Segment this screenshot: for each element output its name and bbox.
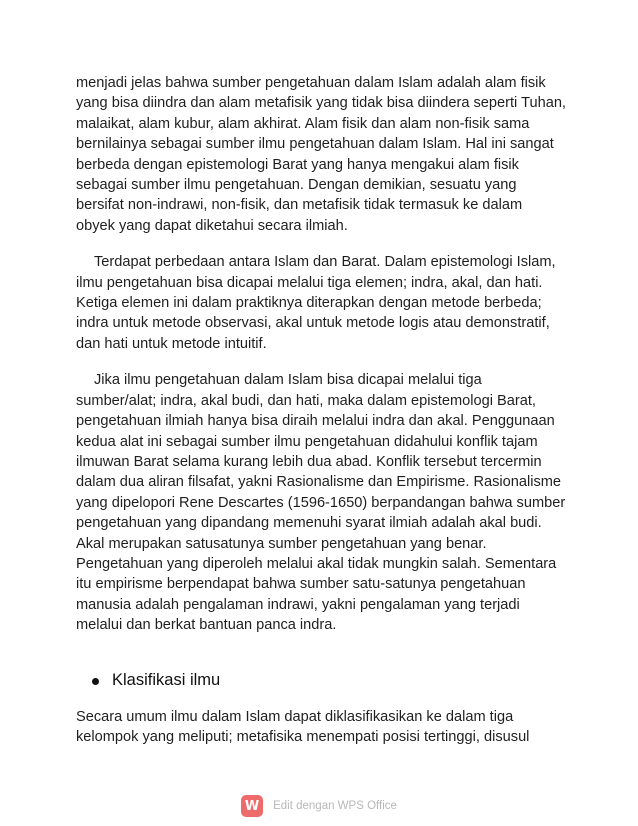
section-heading	[92, 671, 220, 690]
paragraph-4	[76, 707, 529, 748]
wps-logo-icon[interactable]: W	[241, 795, 263, 817]
text-line: berbeda dengan epistemologi Barat yang hanya mengakui alam fisik	[76, 156, 519, 173]
text-line: ilmu pengetahuan bisa dicapai melalui tiga elemen; indra, akal, dan hati.	[76, 274, 543, 291]
text-line: pengetahuan ilmiah hanya bisa diraih melalui indra dan akal. Penggunaan	[76, 413, 555, 430]
text-line: manusia adalah pengalaman indrawi, yakni pengalaman yang terjadi	[76, 596, 520, 613]
paragraph-3	[76, 370, 576, 635]
text-line: Pengetahuan yang diperoleh melalui akal tidak mungkin salah. Sementara	[76, 555, 557, 572]
text-line: yang bisa diindra dan alam metafisik yang tidak bisa diindera seperti Tuhan,	[76, 95, 566, 112]
text-line: Ketiga elemen ini dalam praktiknya diterapkan dengan metode berbeda;	[76, 295, 542, 312]
text-line: itu empirisme berpendapat bahwa sumber satu-satunya pengetahuan	[76, 576, 526, 593]
text-line: yang dipelopori Rene Descartes (1596-1650) berpandangan bahwa sumber	[76, 494, 566, 511]
text-line: menjadi jelas bahwa sumber pengetahuan dalam Islam adalah alam fisik	[76, 75, 546, 91]
bullet-icon	[92, 678, 99, 685]
text-line: Jika ilmu pengetahuan dalam Islam bisa dicapai melalui tiga	[94, 372, 482, 389]
text-line: Secara umum ilmu dalam Islam dapat diklasifikasikan ke dalam tiga	[76, 709, 514, 725]
edit-with-wps-link[interactable]: Edit dengan WPS Office	[273, 800, 397, 812]
text-line: kelompok yang meliputi; metafisika menempati posisi tertinggi, disusul	[76, 729, 530, 746]
document-body	[76, 73, 576, 636]
text-line: bernilainya sebagai sumber ilmu pengetahuan dalam Islam. Hal ini sangat	[76, 136, 554, 153]
text-line: ilmuwan Barat selama kurang lebih dua abad. Konflik tersebut tercermin	[76, 453, 542, 470]
text-line: sebagai sumber ilmu pengetahuan. Dengan demikian, sesuatu yang	[76, 177, 517, 194]
text-line: melalui dan berkat bantuan panca indra.	[76, 617, 337, 634]
text-line: obyek yang dapat diketahui secara ilmiah.	[76, 217, 348, 234]
text-line: kedua alat ini sebagai sumber ilmu pengetahuan didahului konflik tajam	[76, 433, 538, 450]
paragraph-2	[76, 252, 576, 354]
text-line: malaikat, alam kubur, alam akhirat. Alam fisik dan alam non-fisik sama	[76, 115, 530, 132]
text-line: Terdapat perbedaan antara Islam dan Barat. Dalam epistemologi Islam,	[94, 254, 556, 271]
text-line: indra untuk metode observasi, akal untuk metode logis atau demonstratif,	[76, 315, 550, 332]
wps-footer[interactable]	[0, 795, 638, 817]
text-line: dan hati untuk metode intuitif.	[76, 335, 267, 352]
text-line: sumber/alat; indra, akal budi, dan hati, maka dalam epistemologi Barat,	[76, 392, 536, 409]
text-line: Akal merupakan satusatunya sumber pengetahuan yang benar.	[76, 535, 487, 552]
text-line: dalam dua aliran filsafat, yakni Rasionalisme dan Empirisme. Rasionalisme	[76, 474, 562, 491]
section-heading-text: Klasifikasi ilmu	[112, 671, 221, 689]
paragraph-1	[76, 73, 576, 236]
text-line: pengetahuan yang dipandang memenuhi syarat ilmiah adalah akal budi.	[76, 515, 542, 532]
text-line: bersifat non-indrawi, non-fisik, dan metafisik tidak termasuk ke dalam	[76, 197, 523, 214]
